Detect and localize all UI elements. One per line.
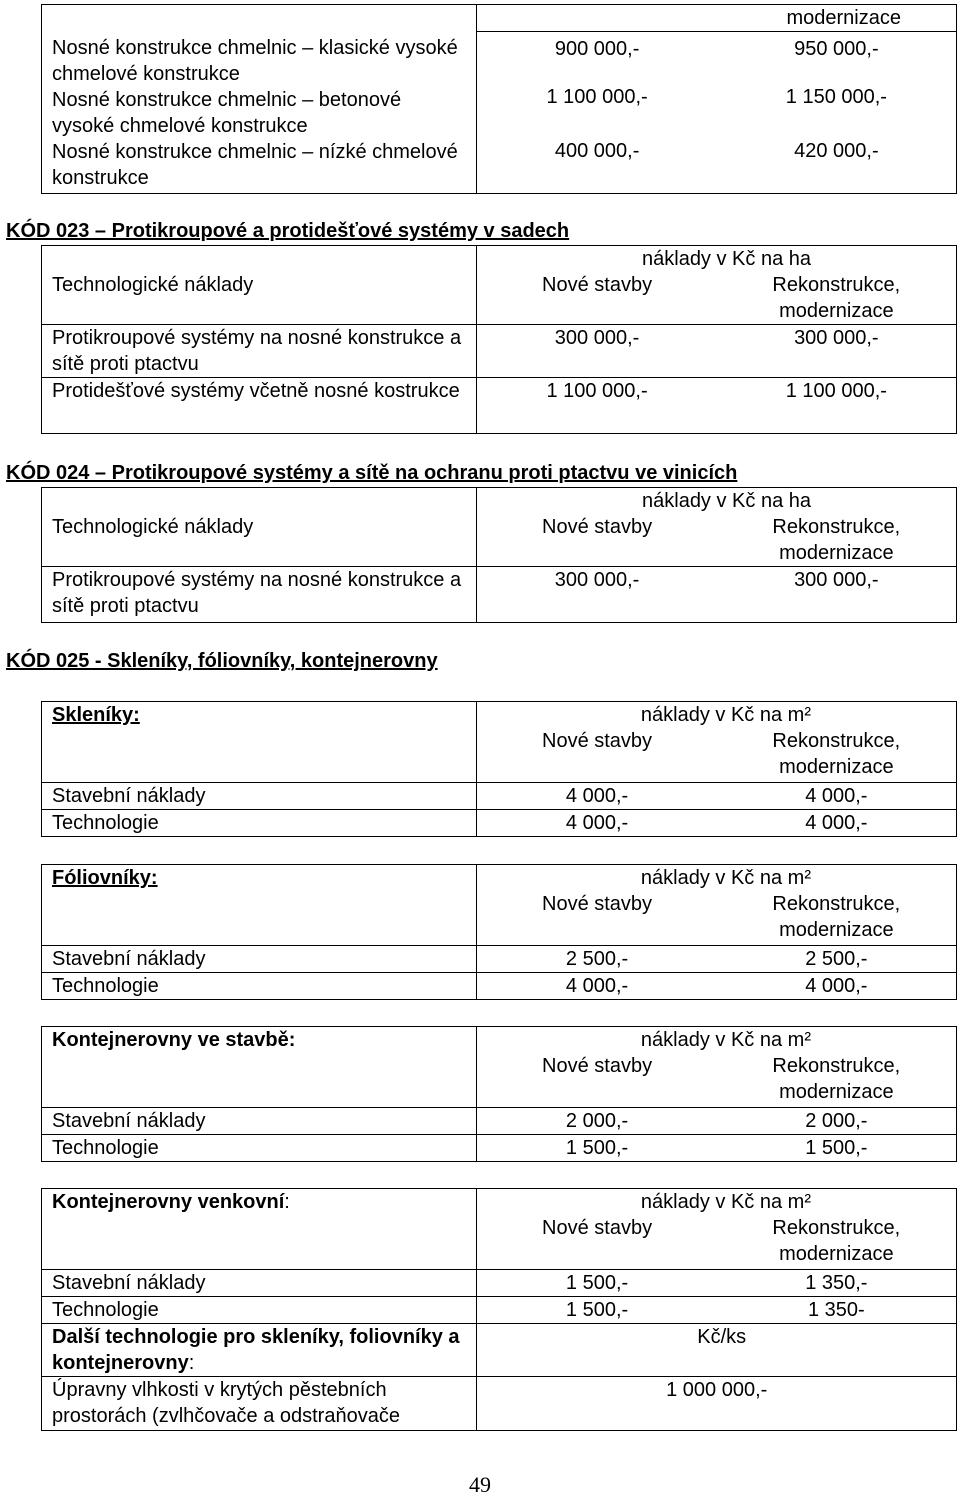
empty-cell (42, 246, 477, 273)
header-right-cell (477, 5, 957, 32)
value-new: 4 000,- (477, 809, 717, 836)
value-rec: 1 500,- (717, 1134, 957, 1161)
value-rec: 1 350- (717, 1296, 957, 1323)
value-rec: 2 000,- (717, 1107, 957, 1134)
value-new: 300 000,- (477, 325, 717, 378)
row-label: Technologie (42, 1296, 477, 1323)
code-023-table (41, 245, 957, 434)
subsection-title: Kontejnerovny ve stavbě: (42, 1027, 477, 1054)
row-label: Protikroupové systémy na nosné konstrukce a sítě proti ptactvu (42, 567, 477, 623)
column-label: Technologické náklady (42, 514, 477, 567)
value-new: 1 500,- (477, 1296, 717, 1323)
container-outdoor-table (41, 1188, 957, 1431)
column-rec: Rekonstrukce, modernizace (717, 728, 957, 782)
column-label: Technologické náklady (42, 272, 477, 325)
empty-cell (42, 728, 477, 782)
value-rec: 4 000,- (717, 972, 957, 999)
row-label: Technologie (42, 809, 477, 836)
value-rec: 300 000,- (717, 567, 957, 623)
container-indoor-table (41, 1026, 957, 1162)
extra-value-cell: 1 000 000,- (477, 1376, 957, 1430)
section-heading-025: KÓD 025 - Skleníky, fóliovníky, kontejnerovny (6, 650, 438, 672)
row-label: Stavební náklady (42, 1269, 477, 1296)
unit-cell: náklady v Kč na ha (477, 246, 957, 273)
column-rec: Rekonstrukce, modernizace (717, 1053, 957, 1107)
value-new: 900 000,- (477, 32, 717, 84)
value-rec: 1 350,- (717, 1269, 957, 1296)
value-rec: 2 500,- (717, 945, 957, 972)
hop-constructions-table (41, 4, 957, 194)
greenhouse-table (41, 701, 957, 837)
column-new: Nové stavby (477, 514, 717, 567)
section-heading-023: KÓD 023 – Protikroupové a protidešťové systémy v sadech (6, 220, 570, 242)
value-new: 1 500,- (477, 1269, 717, 1296)
row-label: Stavební náklady (42, 1107, 477, 1134)
column-new: Nové stavby (477, 728, 717, 782)
value-new: 2 500,- (477, 945, 717, 972)
empty-cell (42, 891, 477, 945)
row-label: Protikroupové systémy na nosné konstrukce a sítě proti ptactvu (42, 325, 477, 378)
value-new: 1 100 000,- (477, 84, 717, 138)
row-label: Nosné konstrukce chmelnic – klasické vysoké chmelové konstrukce (52, 37, 458, 85)
value-rec: 420 000,- (717, 138, 957, 194)
unit-cell: náklady v Kč na m² (477, 865, 957, 892)
empty-cell (42, 1215, 477, 1269)
page-number: 49 (469, 1472, 491, 1497)
column-new: Nové stavby (477, 272, 717, 325)
column-new: Nové stavby (477, 1053, 717, 1107)
value-rec: 4 000,- (717, 782, 957, 809)
row-label: Technologie (42, 972, 477, 999)
value-rec: 4 000,- (717, 809, 957, 836)
value-rec: 300 000,- (717, 325, 957, 378)
extra-unit-cell: Kč/ks (477, 1323, 957, 1376)
column-rec: Rekonstrukce, modernizace (717, 891, 957, 945)
header-label: modernizace (786, 7, 901, 29)
row-label: Technologie (42, 1134, 477, 1161)
subsection-title: Skleníky: (42, 702, 477, 729)
subsection-title: Kontejnerovny venkovní: (42, 1189, 477, 1216)
row-label: Nosné konstrukce chmelnic – betonové vysoké chmelové konstrukce (52, 89, 402, 137)
row-label: Nosné konstrukce chmelnic – nízké chmelové konstrukce (52, 141, 458, 189)
code-024-table (41, 487, 957, 623)
extra-label-cell: Úpravny vlhkosti v krytých pěstebních prostorách (zvlhčovače a odstraňovače (42, 1376, 477, 1430)
row-label: Stavební náklady (42, 782, 477, 809)
value-new: 2 000,- (477, 1107, 717, 1134)
value-rec: 950 000,- (717, 32, 957, 84)
value-rec: 1 100 000,- (717, 378, 957, 434)
row-label: Protidešťové systémy včetně nosné kostrukce (42, 378, 477, 434)
unit-cell: náklady v Kč na ha (477, 488, 957, 515)
unit-cell: náklady v Kč na m² (477, 1189, 957, 1216)
unit-cell: náklady v Kč na m² (477, 702, 957, 729)
subsection-title: Fóliovníky: (42, 865, 477, 892)
row-labels-cell (42, 5, 477, 194)
empty-cell (42, 488, 477, 515)
value-new: 4 000,- (477, 782, 717, 809)
column-rec: Rekonstrukce, modernizace (717, 272, 957, 325)
row-label: Stavební náklady (42, 945, 477, 972)
column-new: Nové stavby (477, 891, 717, 945)
value-new: 300 000,- (477, 567, 717, 623)
foil-greenhouse-table (41, 864, 957, 1000)
value-new: 1 100 000,- (477, 378, 717, 434)
column-rec: Rekonstrukce, modernizace (717, 1215, 957, 1269)
section-heading-024: KÓD 024 – Protikroupové systémy a sítě na ochranu proti ptactvu ve vinicích (6, 462, 738, 484)
column-rec: Rekonstrukce, modernizace (717, 514, 957, 567)
value-new: 4 000,- (477, 972, 717, 999)
empty-cell (42, 1053, 477, 1107)
unit-cell: náklady v Kč na m² (477, 1027, 957, 1054)
extra-title-cell: Další technologie pro skleníky, foliovníky a kontejnerovny: (42, 1323, 477, 1376)
value-rec: 1 150 000,- (717, 84, 957, 138)
column-new: Nové stavby (477, 1215, 717, 1269)
value-new: 1 500,- (477, 1134, 717, 1161)
value-new: 400 000,- (477, 138, 717, 194)
